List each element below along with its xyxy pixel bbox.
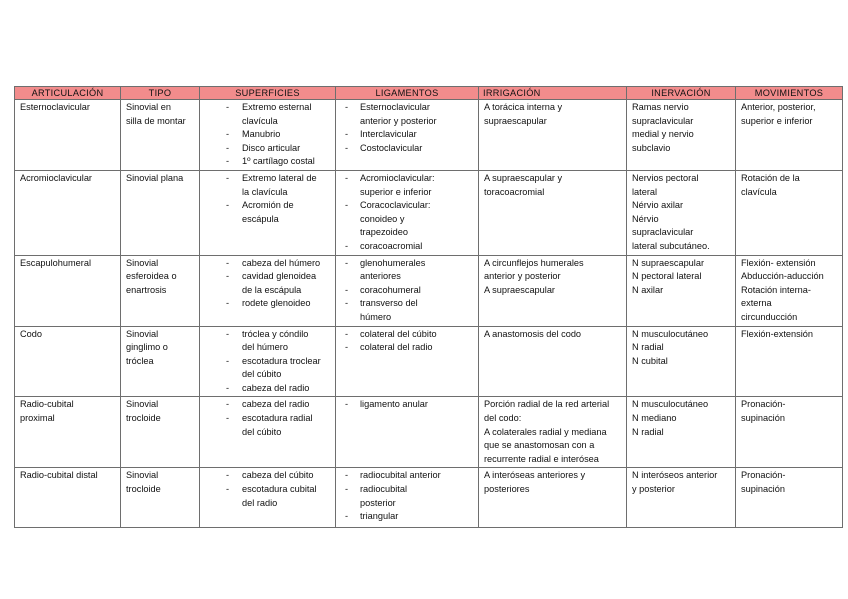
- cell-movimientos-line: superior e inferior: [741, 115, 813, 126]
- cell-irrigacion-line: A circunflejos humerales: [484, 257, 584, 268]
- cell-tipo-line: Sinovial: [126, 257, 159, 268]
- cell-ligamentos: [336, 397, 479, 468]
- cell-superficies: [200, 255, 336, 326]
- list-item: - coracoacromial: [341, 240, 474, 254]
- cell-movimientos-line: circunducción: [741, 311, 798, 322]
- list-item: - Extremo esternal clavícula: [205, 101, 331, 128]
- cell-ligamentos-list: [341, 328, 474, 355]
- cell-irrigacion-line: del codo:: [484, 413, 522, 424]
- cell-articulacion-line: proximal: [20, 413, 55, 424]
- cell-ligamentos-list: [341, 101, 474, 155]
- cell-movimientos: [736, 326, 843, 397]
- cell-irrigacion-line: anterior y posterior: [484, 271, 561, 282]
- cell-inervacion-line: subclavio: [632, 142, 671, 153]
- table-row: [15, 397, 843, 468]
- cell-movimientos: [736, 397, 843, 468]
- cell-ligamentos: [336, 326, 479, 397]
- cell-movimientos-line: Pronación-: [741, 399, 786, 410]
- cell-tipo: [121, 326, 200, 397]
- cell-tipo: [121, 100, 200, 171]
- cell-inervacion: [627, 100, 736, 171]
- cell-irrigacion-line: toracoacromial: [484, 186, 545, 197]
- cell-movimientos-line: Abducción-aducción: [741, 271, 824, 282]
- list-item: - tróclea y cóndilo del húmero: [205, 328, 331, 355]
- cell-ligamentos-list: [341, 257, 474, 325]
- list-item: - transverso del húmero: [341, 297, 474, 324]
- cell-irrigacion-line: A interóseas anteriores y: [484, 470, 586, 481]
- cell-articulacion-line: Codo: [20, 328, 42, 339]
- cell-movimientos-line: supinación: [741, 413, 785, 424]
- cell-irrigacion: [479, 100, 627, 171]
- list-item: - Manubrio: [205, 128, 331, 142]
- cell-movimientos-line: Rotación interna-: [741, 284, 811, 295]
- cell-tipo-line: tróclea: [126, 355, 154, 366]
- cell-tipo-line: Sinovial: [126, 328, 159, 339]
- cell-inervacion-line: medial y nervio: [632, 129, 694, 140]
- cell-tipo-line: trocloide: [126, 413, 161, 424]
- list-item: - colateral del cúbito: [341, 328, 474, 342]
- list-item: - colateral del radio: [341, 341, 474, 355]
- cell-irrigacion: [479, 170, 627, 255]
- cell-articulacion: [15, 255, 121, 326]
- cell-ligamentos-list: [341, 398, 474, 412]
- header-articulacion: ARTICULACIÓN: [15, 87, 121, 100]
- cell-articulacion: [15, 170, 121, 255]
- cell-irrigacion-line: A colaterales radial y mediana: [484, 426, 607, 437]
- cell-ligamentos: [336, 170, 479, 255]
- cell-tipo-line: Sinovial: [126, 470, 159, 481]
- list-item: - Acromión de escápula: [205, 199, 331, 226]
- cell-articulacion-line: Radio-cubital distal: [20, 470, 98, 481]
- list-item: - Disco articular: [205, 142, 331, 156]
- cell-articulacion: [15, 468, 121, 528]
- cell-ligamentos: [336, 255, 479, 326]
- cell-articulacion-line: Acromioclavicular: [20, 172, 92, 183]
- list-item: - Interclavicular: [341, 128, 474, 142]
- list-item: - cabeza del húmero: [205, 257, 331, 271]
- cell-tipo-line: Sinovial en: [126, 102, 171, 112]
- cell-irrigacion: [479, 255, 627, 326]
- cell-inervacion: [627, 326, 736, 397]
- cell-movimientos-line: Flexión- extensión: [741, 257, 816, 268]
- cell-articulacion-line: Esternoclavicular: [20, 102, 90, 112]
- cell-superficies-list: [205, 469, 331, 510]
- cell-articulacion: [15, 100, 121, 171]
- table-row: [15, 100, 843, 171]
- list-item: - cabeza del radio: [205, 398, 331, 412]
- cell-irrigacion: [479, 468, 627, 528]
- cell-articulacion-line: Radio-cubital: [20, 399, 74, 410]
- cell-movimientos: [736, 100, 843, 171]
- cell-inervacion-line: N musculocutáneo: [632, 328, 709, 339]
- cell-irrigacion-line: que se anastomosan con a: [484, 440, 595, 451]
- list-item: - Coracoclavicular: conoideo y trapezoideo: [341, 199, 474, 240]
- header-superficies: SUPERFICIES: [200, 87, 336, 100]
- cell-superficies: [200, 468, 336, 528]
- list-item: - Costoclavicular: [341, 142, 474, 156]
- table-row: [15, 468, 843, 528]
- cell-tipo-line: silla de montar: [126, 115, 186, 126]
- cell-inervacion-line: N pectoral lateral: [632, 271, 702, 282]
- list-item: - triangular: [341, 510, 474, 524]
- cell-movimientos-line: Pronación-: [741, 470, 786, 481]
- cell-movimientos-line: supinación: [741, 484, 785, 495]
- cell-inervacion-line: N radial: [632, 342, 664, 353]
- cell-inervacion-line: N supraescapular: [632, 257, 705, 268]
- cell-inervacion-line: N axilar: [632, 284, 664, 295]
- list-item: - coracohumeral: [341, 284, 474, 298]
- cell-inervacion-line: lateral: [632, 186, 658, 197]
- cell-superficies: [200, 100, 336, 171]
- cell-articulacion: [15, 397, 121, 468]
- cell-tipo-line: esferoidea o: [126, 271, 177, 282]
- cell-inervacion-line: supraclavicular: [632, 227, 694, 238]
- list-item: - Esternoclavicular anterior y posterior: [341, 101, 474, 128]
- cell-movimientos: [736, 170, 843, 255]
- cell-inervacion: [627, 468, 736, 528]
- cell-tipo: [121, 255, 200, 326]
- cell-irrigacion: [479, 397, 627, 468]
- cell-superficies-list: [205, 328, 331, 396]
- list-item: - rodete glenoideo: [205, 297, 331, 311]
- cell-movimientos-line: Flexión-extensión: [741, 328, 814, 339]
- list-item: - escotadura troclear del cúbito: [205, 355, 331, 382]
- list-item: - radiocubital anterior: [341, 469, 474, 483]
- cell-movimientos: [736, 255, 843, 326]
- cell-ligamentos: [336, 468, 479, 528]
- cell-inervacion-line: Nérvio axilar: [632, 200, 684, 211]
- cell-irrigacion-line: recurrente radial e interósea: [484, 453, 599, 464]
- cell-ligamentos-list: [341, 172, 474, 254]
- list-item: - cabeza del radio: [205, 382, 331, 396]
- cell-superficies-list: [205, 101, 331, 169]
- cell-movimientos-line: Anterior, posterior,: [741, 102, 816, 112]
- cell-movimientos: [736, 468, 843, 528]
- cell-irrigacion-line: Porción radial de la red arterial: [484, 399, 610, 410]
- header-irrigacion: IRRIGACIÓN: [479, 87, 627, 100]
- header-ligamentos: LIGAMENTOS: [336, 87, 479, 100]
- joints-table: [14, 86, 843, 528]
- list-item: - glenohumerales anteriores: [341, 257, 474, 284]
- list-item: - escotadura cubital del radio: [205, 483, 331, 510]
- cell-inervacion-line: y posterior: [632, 484, 675, 495]
- cell-tipo: [121, 468, 200, 528]
- list-item: - cabeza del cúbito: [205, 469, 331, 483]
- cell-irrigacion-line: posteriores: [484, 484, 530, 495]
- cell-superficies-list: [205, 172, 331, 226]
- cell-superficies: [200, 397, 336, 468]
- cell-inervacion-line: N mediano: [632, 413, 677, 424]
- cell-irrigacion-line: A torácica interna y: [484, 102, 563, 112]
- cell-movimientos-line: clavícula: [741, 186, 777, 197]
- list-item: - Extremo lateral de la clavícula: [205, 172, 331, 199]
- cell-tipo-line: ginglimo o: [126, 342, 168, 353]
- table-body: [15, 100, 843, 528]
- cell-superficies-list: [205, 398, 331, 439]
- list-item: - escotadura radial del cúbito: [205, 412, 331, 439]
- list-item: - cavidad glenoidea de la escápula: [205, 270, 331, 297]
- cell-inervacion-line: N radial: [632, 426, 664, 437]
- list-item: - ligamento anular: [341, 398, 474, 412]
- list-item: - 1º cartílago costal: [205, 155, 331, 169]
- cell-inervacion: [627, 397, 736, 468]
- cell-superficies: [200, 326, 336, 397]
- list-item: - Acromioclavicular: superior e inferior: [341, 172, 474, 199]
- cell-inervacion-line: N musculocutáneo: [632, 399, 709, 410]
- cell-tipo-line: enartrosis: [126, 284, 167, 295]
- cell-irrigacion-line: A supraescapular y: [484, 172, 563, 183]
- cell-inervacion: [627, 170, 736, 255]
- table-row: [15, 170, 843, 255]
- cell-ligamentos: [336, 100, 479, 171]
- list-item: - radiocubital posterior: [341, 483, 474, 510]
- table-row: [15, 255, 843, 326]
- header-row: [15, 87, 843, 100]
- cell-tipo-line: Sinovial plana: [126, 172, 184, 183]
- cell-superficies: [200, 170, 336, 255]
- cell-irrigacion-line: A anastomosis del codo: [484, 328, 582, 339]
- cell-movimientos-line: externa: [741, 298, 772, 309]
- cell-inervacion-line: Nérvio: [632, 213, 659, 224]
- cell-tipo-line: Sinovial: [126, 399, 159, 410]
- cell-inervacion-line: Ramas nervio: [632, 102, 689, 112]
- cell-irrigacion-line: supraescapular: [484, 115, 547, 126]
- cell-articulacion: [15, 326, 121, 397]
- cell-inervacion-line: Nervios pectoral: [632, 172, 699, 183]
- cell-inervacion-line: N cubital: [632, 355, 668, 366]
- table-row: [15, 326, 843, 397]
- cell-irrigacion-line: A supraescapular: [484, 284, 555, 295]
- cell-irrigacion: [479, 326, 627, 397]
- cell-inervacion-line: supraclavicular: [632, 115, 694, 126]
- cell-ligamentos-list: [341, 469, 474, 523]
- cell-articulacion-line: Escapulohumeral: [20, 257, 91, 268]
- cell-tipo: [121, 397, 200, 468]
- cell-movimientos-line: Rotación de la: [741, 172, 800, 183]
- cell-inervacion: [627, 255, 736, 326]
- cell-tipo-line: trocloide: [126, 484, 161, 495]
- header-inervacion: INERVACIÓN: [627, 87, 736, 100]
- cell-superficies-list: [205, 257, 331, 311]
- header-tipo: TIPO: [121, 87, 200, 100]
- cell-inervacion-line: N interóseos anterior: [632, 470, 718, 481]
- cell-tipo: [121, 170, 200, 255]
- cell-inervacion-line: lateral subcutáneo.: [632, 240, 710, 251]
- header-movimientos: MOVIMIENTOS: [736, 87, 843, 100]
